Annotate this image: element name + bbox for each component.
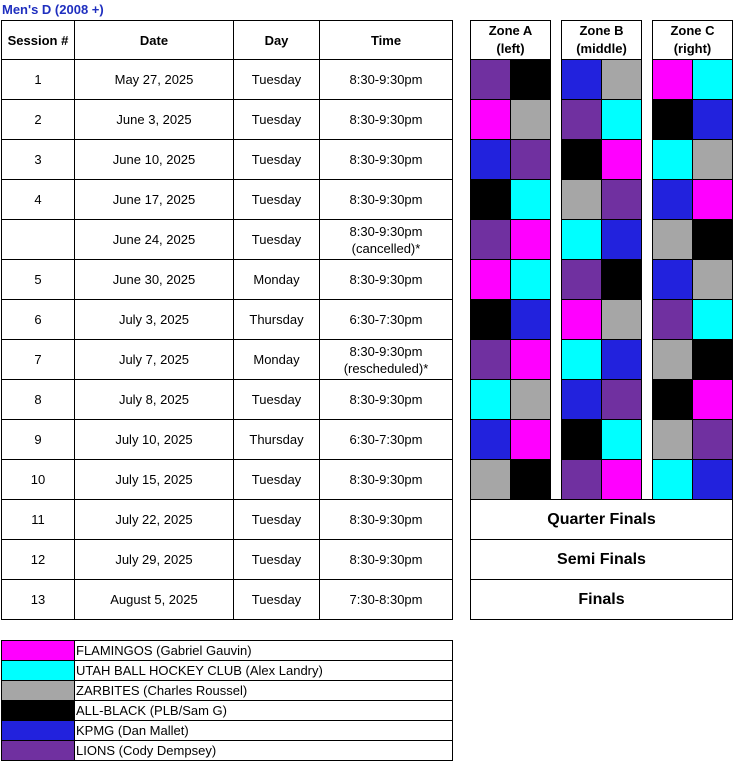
team-color-cell <box>653 380 693 420</box>
legend-row <box>2 681 453 701</box>
session-date: July 22, 2025 <box>75 500 234 540</box>
team-color-cell <box>471 60 511 100</box>
zone-gap <box>642 340 653 380</box>
playoff-stage: Quarter Finals <box>471 500 733 540</box>
legend-team-name: FLAMINGOS (Gabriel Gauvin) <box>75 641 453 661</box>
session-number: 11 <box>2 500 75 540</box>
team-color-cell <box>471 340 511 380</box>
zone-gap <box>642 21 653 60</box>
legend-team-name: KPMG (Dan Mallet) <box>75 721 453 741</box>
team-color-cell <box>602 340 642 380</box>
team-color-cell <box>562 380 602 420</box>
zone-gap <box>642 140 653 180</box>
zone-gap <box>551 420 562 460</box>
zone-gap <box>551 180 562 220</box>
zone-gap <box>551 380 562 420</box>
session-day: Tuesday <box>234 180 320 220</box>
session-time-range: 8:30-9:30pm <box>349 392 423 407</box>
session-number: 3 <box>2 140 75 180</box>
zone-row <box>471 180 733 220</box>
team-color-cell <box>653 460 693 500</box>
zone-row <box>471 500 733 540</box>
session-time-range: 6:30-7:30pm <box>349 432 423 447</box>
team-color-cell <box>693 300 733 340</box>
team-color-cell <box>653 260 693 300</box>
session-time-note: (cancelled)* <box>351 240 421 256</box>
session-day: Thursday <box>234 300 320 340</box>
session-time <box>320 460 453 500</box>
session-day: Tuesday <box>234 540 320 580</box>
zone-row <box>471 60 733 100</box>
session-time <box>320 500 453 540</box>
session-time <box>320 60 453 100</box>
team-color-cell <box>602 100 642 140</box>
schedule-row <box>2 500 453 540</box>
zone-gap <box>551 260 562 300</box>
team-color-cell <box>562 300 602 340</box>
session-time-range: 8:30-9:30pm <box>349 112 423 127</box>
session-time <box>320 180 453 220</box>
zone-header <box>471 21 551 60</box>
header-session: Session # <box>2 21 75 60</box>
schedule-row <box>2 260 453 300</box>
session-time-range: 8:30-9:30pm <box>349 343 423 359</box>
session-time <box>320 340 453 380</box>
team-color-cell <box>693 180 733 220</box>
session-date: July 15, 2025 <box>75 460 234 500</box>
session-day: Thursday <box>234 420 320 460</box>
zone-gap <box>642 180 653 220</box>
team-color-cell <box>471 460 511 500</box>
header-date: Date <box>75 21 234 60</box>
schedule-row <box>2 220 453 260</box>
session-number <box>2 220 75 260</box>
session-time <box>320 140 453 180</box>
team-color-cell <box>511 300 551 340</box>
session-date: June 17, 2025 <box>75 180 234 220</box>
session-time-note: (rescheduled)* <box>343 360 429 376</box>
schedule-row <box>2 420 453 460</box>
team-color-cell <box>511 60 551 100</box>
team-color-cell <box>562 140 602 180</box>
team-color-cell <box>511 380 551 420</box>
schedule-table <box>1 20 453 620</box>
session-time-range: 6:30-7:30pm <box>349 312 423 327</box>
session-date: June 10, 2025 <box>75 140 234 180</box>
session-number: 13 <box>2 580 75 620</box>
legend-swatch <box>2 721 75 741</box>
zone-gap <box>551 340 562 380</box>
session-number: 12 <box>2 540 75 580</box>
session-time <box>320 540 453 580</box>
legend-swatch <box>2 661 75 681</box>
playoff-stage: Finals <box>471 580 733 620</box>
session-number: 10 <box>2 460 75 500</box>
zone-gap <box>551 220 562 260</box>
session-time-range: 8:30-9:30pm <box>349 192 423 207</box>
legend-row <box>2 741 453 761</box>
team-color-cell <box>602 380 642 420</box>
zone-row <box>471 100 733 140</box>
team-color-cell <box>653 100 693 140</box>
team-color-cell <box>653 60 693 100</box>
zone-header <box>562 21 642 60</box>
zone-gap <box>642 420 653 460</box>
session-time-range: 7:30-8:30pm <box>349 592 423 607</box>
team-color-cell <box>693 460 733 500</box>
legend-swatch <box>2 641 75 661</box>
team-color-cell <box>511 420 551 460</box>
team-color-cell <box>693 260 733 300</box>
team-color-cell <box>562 100 602 140</box>
legend-swatch <box>2 681 75 701</box>
zone-gap <box>551 140 562 180</box>
team-color-cell <box>653 220 693 260</box>
team-color-cell <box>511 180 551 220</box>
team-color-cell <box>653 300 693 340</box>
zone-gap <box>642 260 653 300</box>
session-day: Tuesday <box>234 140 320 180</box>
team-color-cell <box>602 60 642 100</box>
team-color-cell <box>602 180 642 220</box>
zone-grid <box>470 20 733 620</box>
team-color-cell <box>471 140 511 180</box>
team-color-cell <box>511 140 551 180</box>
schedule-header-row <box>2 21 453 60</box>
team-color-cell <box>471 100 511 140</box>
session-date: June 24, 2025 <box>75 220 234 260</box>
legend-team-name: LIONS (Cody Dempsey) <box>75 741 453 761</box>
schedule-row <box>2 300 453 340</box>
zone-name: Zone A <box>488 23 533 38</box>
session-time-range: 8:30-9:30pm <box>349 472 423 487</box>
session-date: July 10, 2025 <box>75 420 234 460</box>
team-color-cell <box>511 460 551 500</box>
session-time <box>320 220 453 260</box>
zone-row <box>471 580 733 620</box>
zone-row <box>471 220 733 260</box>
schedule-row <box>2 540 453 580</box>
session-day: Tuesday <box>234 60 320 100</box>
team-color-cell <box>562 460 602 500</box>
session-date: July 7, 2025 <box>75 340 234 380</box>
zone-row <box>471 300 733 340</box>
team-color-cell <box>471 300 511 340</box>
zone-row <box>471 540 733 580</box>
session-time-range: 8:30-9:30pm <box>349 512 423 527</box>
session-date: May 27, 2025 <box>75 60 234 100</box>
team-color-cell <box>511 220 551 260</box>
legend-row <box>2 701 453 721</box>
team-color-cell <box>653 340 693 380</box>
team-color-cell <box>471 180 511 220</box>
zone-gap <box>642 60 653 100</box>
zone-gap <box>551 21 562 60</box>
team-color-cell <box>653 180 693 220</box>
schedule-row <box>2 340 453 380</box>
team-color-cell <box>653 140 693 180</box>
session-date: July 3, 2025 <box>75 300 234 340</box>
session-time <box>320 300 453 340</box>
legend-swatch <box>2 701 75 721</box>
session-day: Tuesday <box>234 460 320 500</box>
playoff-stage: Semi Finals <box>471 540 733 580</box>
schedule-row <box>2 580 453 620</box>
team-color-cell <box>602 260 642 300</box>
zone-row <box>471 460 733 500</box>
session-date: June 30, 2025 <box>75 260 234 300</box>
team-color-cell <box>511 340 551 380</box>
team-color-cell <box>693 420 733 460</box>
team-color-cell <box>562 60 602 100</box>
legend-row <box>2 721 453 741</box>
team-color-cell <box>693 60 733 100</box>
legend-team-name: ZARBITES (Charles Roussel) <box>75 681 453 701</box>
legend-row <box>2 661 453 681</box>
session-number: 4 <box>2 180 75 220</box>
schedule-row <box>2 140 453 180</box>
team-color-cell <box>693 140 733 180</box>
session-date: July 8, 2025 <box>75 380 234 420</box>
session-time <box>320 580 453 620</box>
session-number: 7 <box>2 340 75 380</box>
zone-row <box>471 260 733 300</box>
team-color-cell <box>471 260 511 300</box>
team-color-cell <box>602 220 642 260</box>
team-color-cell <box>471 220 511 260</box>
session-time-range: 8:30-9:30pm <box>349 72 423 87</box>
zone-row <box>471 420 733 460</box>
schedule-row <box>2 460 453 500</box>
team-color-cell <box>562 340 602 380</box>
session-day: Monday <box>234 260 320 300</box>
session-number: 1 <box>2 60 75 100</box>
header-time: Time <box>320 21 453 60</box>
zone-gap <box>642 220 653 260</box>
team-color-cell <box>562 180 602 220</box>
page-title: Men's D (2008 +) <box>2 2 104 17</box>
team-color-cell <box>562 420 602 460</box>
legend-team-name: UTAH BALL HOCKEY CLUB (Alex Landry) <box>75 661 453 681</box>
zone-gap <box>642 380 653 420</box>
session-time <box>320 260 453 300</box>
zone-name: Zone C <box>670 23 715 38</box>
zone-row <box>471 140 733 180</box>
zone-gap <box>642 100 653 140</box>
team-legend <box>1 640 453 761</box>
zone-header <box>653 21 733 60</box>
session-date: July 29, 2025 <box>75 540 234 580</box>
schedule-row <box>2 180 453 220</box>
zone-position: (left) <box>496 41 525 56</box>
team-color-cell <box>693 220 733 260</box>
team-color-cell <box>562 220 602 260</box>
session-number: 5 <box>2 260 75 300</box>
session-time-range: 8:30-9:30pm <box>349 272 423 287</box>
session-number: 8 <box>2 380 75 420</box>
team-color-cell <box>511 260 551 300</box>
session-time <box>320 380 453 420</box>
team-color-cell <box>511 100 551 140</box>
team-color-cell <box>471 380 511 420</box>
session-date: June 3, 2025 <box>75 100 234 140</box>
zone-gap <box>642 460 653 500</box>
session-number: 2 <box>2 100 75 140</box>
team-color-cell <box>562 260 602 300</box>
legend-team-name: ALL-BLACK (PLB/Sam G) <box>75 701 453 721</box>
team-color-cell <box>693 100 733 140</box>
zone-row <box>471 340 733 380</box>
team-color-cell <box>693 380 733 420</box>
zone-gap <box>551 60 562 100</box>
session-number: 9 <box>2 420 75 460</box>
session-day: Monday <box>234 340 320 380</box>
legend-row <box>2 641 453 661</box>
team-color-cell <box>602 300 642 340</box>
team-color-cell <box>602 460 642 500</box>
team-color-cell <box>602 420 642 460</box>
zone-gap <box>551 460 562 500</box>
zone-gap <box>551 300 562 340</box>
session-day: Tuesday <box>234 580 320 620</box>
session-time-range: 8:30-9:30pm <box>349 152 423 167</box>
schedule-body <box>2 60 453 620</box>
zone-position: (right) <box>673 41 712 56</box>
legend-swatch <box>2 741 75 761</box>
header-day: Day <box>234 21 320 60</box>
zone-gap <box>642 300 653 340</box>
zone-header-row <box>471 21 733 60</box>
session-day: Tuesday <box>234 380 320 420</box>
team-color-cell <box>693 340 733 380</box>
session-time <box>320 100 453 140</box>
schedule-row <box>2 100 453 140</box>
schedule-row <box>2 380 453 420</box>
session-number: 6 <box>2 300 75 340</box>
session-day: Tuesday <box>234 500 320 540</box>
team-color-cell <box>471 420 511 460</box>
session-day: Tuesday <box>234 220 320 260</box>
team-color-cell <box>653 420 693 460</box>
session-date: August 5, 2025 <box>75 580 234 620</box>
session-time-range: 8:30-9:30pm <box>349 552 423 567</box>
zone-row <box>471 380 733 420</box>
session-day: Tuesday <box>234 100 320 140</box>
zone-gap <box>551 100 562 140</box>
schedule-row <box>2 60 453 100</box>
session-time <box>320 420 453 460</box>
team-color-cell <box>602 140 642 180</box>
session-time-range: 8:30-9:30pm <box>349 223 423 239</box>
zone-name: Zone B <box>579 23 624 38</box>
zone-position: (middle) <box>576 41 627 56</box>
